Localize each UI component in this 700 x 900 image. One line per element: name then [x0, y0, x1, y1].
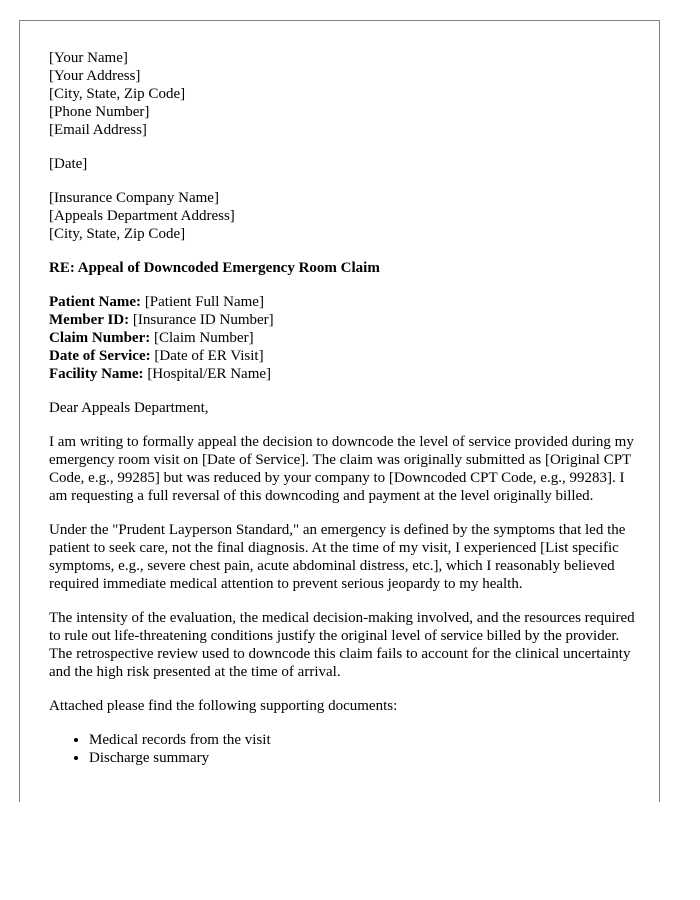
- sender-phone: [Phone Number]: [49, 104, 150, 120]
- detail-value: [Hospital/ER Name]: [143, 366, 272, 382]
- detail-label: Claim Number:: [49, 330, 151, 346]
- sender-name: [Your Name]: [49, 50, 128, 66]
- letter-content: [49, 49, 639, 767]
- detail-date-of-service: [49, 347, 639, 365]
- salutation: Dear Appeals Department,: [49, 400, 209, 416]
- date-text: [Date]: [49, 156, 88, 172]
- detail-value: [Patient Full Name]: [141, 294, 264, 310]
- recipient-city-state-zip: [City, State, Zip Code]: [49, 226, 186, 242]
- detail-claim-number: [49, 329, 639, 347]
- sender-block: [49, 49, 639, 139]
- letter-date: [49, 155, 639, 173]
- detail-member-id: [49, 311, 639, 329]
- detail-value: [Insurance ID Number]: [129, 312, 274, 328]
- sender-address: [Your Address]: [49, 68, 141, 84]
- paragraph-attachments-intro: Attached please find the following supporting documents:: [49, 698, 398, 714]
- recipient-address: [Appeals Department Address]: [49, 208, 235, 224]
- sender-email: [Email Address]: [49, 122, 147, 138]
- claim-details: [49, 293, 639, 383]
- paragraph-prudent-layperson: Under the "Prudent Layperson Standard," an emergency is defined by the symptoms that led the patient to seek care, not the final diagnosis. At the time of my visit, I experienced [List specific symptoms, e.g., severe chest pain, acute abdominal distress, etc.], which I reasonably believed required immediate medical attention to prevent serious jeopardy to my health.: [49, 522, 626, 592]
- attachments-list: [49, 731, 639, 767]
- detail-patient-name: [49, 293, 639, 311]
- detail-label: Facility Name:: [49, 366, 144, 382]
- detail-value: [Claim Number]: [150, 330, 254, 346]
- letter-page: [19, 20, 660, 802]
- subject-line: RE: Appeal of Downcoded Emergency Room Claim: [49, 260, 380, 276]
- recipient-company: [Insurance Company Name]: [49, 190, 219, 206]
- detail-value: [Date of ER Visit]: [150, 348, 264, 364]
- list-item: • Discharge summary: [89, 749, 639, 767]
- detail-label: Member ID:: [49, 312, 130, 328]
- recipient-block: [49, 189, 639, 243]
- paragraph-justification: The intensity of the evaluation, the medical decision-making involved, and the resources required to rule out life-threatening conditions justify the original level of service billed by the provider. The retrospective review used to downcode this claim fails to account for the clinical uncertainty and the high risk presented at the time of arrival.: [49, 610, 635, 680]
- paragraph-appeal-intro: I am writing to formally appeal the decision to downcode the level of service provided during my emergency room visit on [Date of Service]. The claim was originally submitted as [Original CPT Code, e.g., 99285] but was reduced by your company to [Downcoded CPT Code, e.g., 99283]. I am requesting a full reversal of this downcoding and payment at the level originally billed.: [49, 434, 634, 504]
- detail-facility-name: [49, 365, 639, 383]
- list-item: • Medical records from the visit: [89, 731, 639, 749]
- sender-city-state-zip: [City, State, Zip Code]: [49, 86, 186, 102]
- detail-label: Patient Name:: [49, 294, 142, 310]
- detail-label: Date of Service:: [49, 348, 151, 364]
